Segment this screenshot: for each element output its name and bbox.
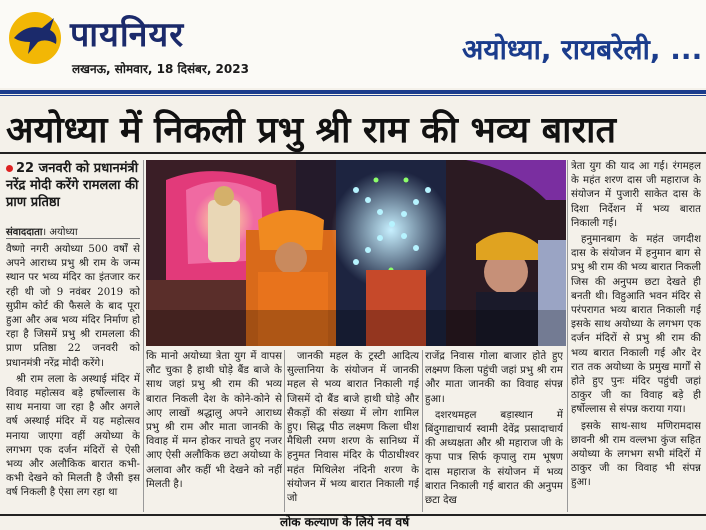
column-divider [567, 160, 568, 512]
paragraph: राजेंद्र निवास गोला बाजार होते हुए लक्ष्मण किला पहुंची जहां प्रभु श्री राम और माता जानकी का विवाह संपन्न हुआ। [425, 351, 563, 405]
column-divider [143, 160, 144, 512]
subhead-text: 22 जनवरी को प्रधानमंत्री नरेंद्र मोदी करेंगे रामलला की प्राण प्रतिष्ठा [6, 161, 139, 210]
masthead-rule-thin [0, 95, 706, 96]
paragraph: दशरथमहल बड़ास्थान में बिंदुगाद्याचार्य स्वामी देवेंद्र प्रसादाचार्य की अध्यक्षता और श्री महाराज जी के कृपा पात्र सिर्फ कृपालु राम भूषण दास महाराज के संयोजन में भव्य बारात निकाली गई बारात की अनुपम छटा देख [425, 409, 563, 507]
article-column-1 [6, 243, 140, 511]
logo-wordmark: पायनियर [70, 15, 185, 55]
pioneer-logo-icon [6, 8, 64, 66]
headline-rule [0, 152, 706, 154]
procession-photo [146, 160, 566, 346]
paragraph: वैष्णो नगरी अयोध्या 500 वर्षों से अपने आराध्य प्रभु श्री राम के जन्म स्थान पर भव्य मंदिर का इंतजार कर रही थी जो 9 नवंबर 2019 को सुप्रीम कोर्ट की फैसले के बाद पूरा हुआ और अब भव्य मंदिर निर्माण हो रहा है जिसमें प्रभु श्री रामलला की प्राण प्रतिष्ठा 22 जनवरी को प्रधानमंत्री नरेंद्र मोदी करेंगे। [6, 244, 140, 369]
paragraph: हनुमानबाग के महंत जगदीश दास के संयोजन में हनुमान बाग से प्रभु श्री राम की भव्य बारात निकली जिस की अनुपम छटा देखते ही बनती थी। विहुआति भवन मंदिर से परंपरागत भव्य बारात निकाली गई इसके साथ अयोध्या के लगभग एक दर्जन मंदिरों से प्रभु श्री राम की भव्य बारात निकाली गई और देर रात तक अयोध्या के प्रमुख मार्गों से होते हुए पुनः मंदिर पहुंची जहां ठाकुर जी का विवाह बड़े ही हर्षोल्लास से संपन्न कराया गया। [571, 234, 701, 416]
subhead [6, 160, 140, 211]
edition-label: अयोध्या, रायबरेली, ... [462, 33, 703, 66]
dateline: लखनऊ, सोमवार, 18 दिसंबर, 2023 [72, 62, 249, 76]
paragraph: इसके साथ-साथ मणिरामदास छावनी श्री राम वल्लभा कुंज सहित अयोध्या के लगभग सभी मंदिरों में ठाकुर जी का विवाह भी संपन्न हुआ। [571, 420, 701, 489]
paragraph: श्री राम लला के अस्थाई मंदिर में विवाह महोत्सव बड़े हर्षोल्लास के साथ मनाया जा रहा है और अगले वर्ष अस्थाई मंदिर में यह महोत्सव मनाया जाएगा वहीं अयोध्या के लगभग एक दर्जन मंदिरों से ऐसी भव्य और अलौकिक बारात कभी-कभी देखने को मिलती है जैसी इस वर्ष निकली है ऐसा लग रहा था [6, 373, 140, 499]
column-divider [284, 350, 285, 512]
masthead-rule [0, 90, 706, 94]
bullet-dot-icon [6, 165, 13, 172]
article-column-2 [146, 350, 282, 512]
article-column-3 [287, 350, 419, 512]
byline-label: संवाददाता [6, 227, 43, 238]
article-column-4 [425, 350, 563, 512]
paragraph: कि मानो अयोध्या त्रेता युग में वापस लौट चुका है हाथी घोड़े बैंड बाजे के साथ जहां प्रभु श्री राम की भव्य बारात निकली देश के कोने-कोने से आए लाखों श्रद्धालु अपने आराध्य प्रभु श्री राम और माता जानकी के विवाह में मग्न होकर नाचते हुए नजर आए ऐसी अलौकिक छटा अयोध्या के अलावा और कहीं भी देखने को नहीं मिलती है। [146, 351, 282, 490]
article-column-5 [571, 160, 701, 512]
paragraph: जानकी महल के ट्रस्टी आदित्य सुल्तानिया के संयोजन में जानकी महल से भव्य बारात निकाली गई जिसमें दो बैंड बाजे हाथी घोड़े और सैकड़ों की संख्या में लोग शामिल हुए। सिद्ध पीठ लक्ष्मण किला धीश मैथिली रमण शरण के सानिध्य में हनुमत निवास मंदिर के पीठाधीश्वर महंत मिथिलेश नंदिनी शरण के संयोजन में भव्य बारात निकाली गई जो [287, 351, 419, 505]
byline-place: । अयोध्या [42, 227, 78, 238]
headline: अयोध्या में निकली प्रभु श्री राम की भव्य बारात [6, 110, 617, 151]
column-divider [422, 350, 423, 512]
masthead [0, 0, 706, 88]
byline-rule [6, 238, 140, 239]
paragraph: त्रेता युग की याद आ गई। रंगमहल के महंत शरण दास जी महाराज के संयोजन में पुजारी साकेत दास के दिशा निर्देशन में भव्य बारात निकाली गई। [571, 161, 701, 229]
next-article-headline: लोक कल्याण के लिये नव वर्ष [280, 515, 410, 529]
byline [6, 224, 78, 238]
